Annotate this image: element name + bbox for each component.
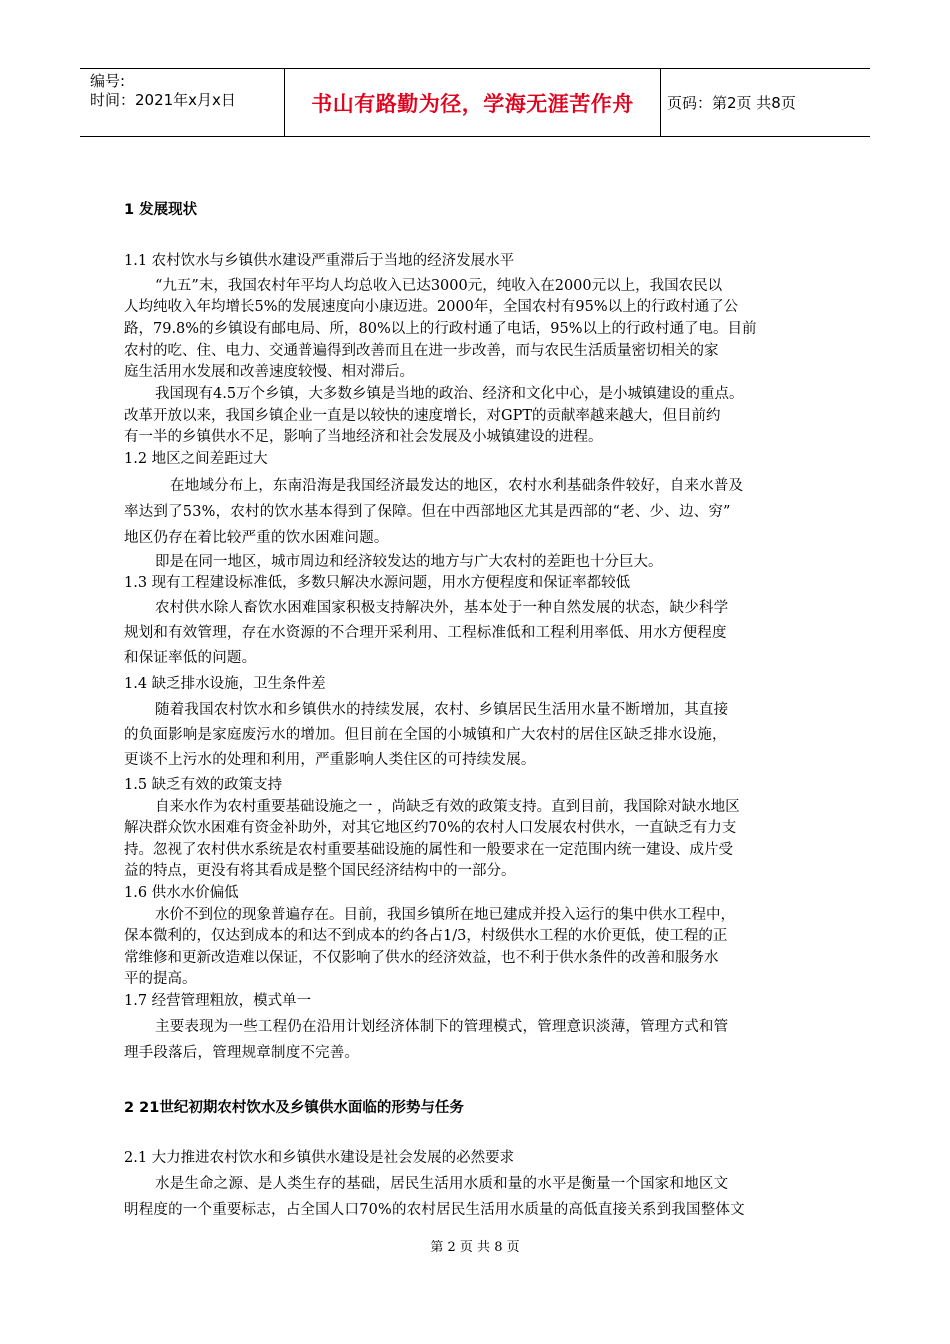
paragraph-line: 规划和有效管理，存在水资源的不合理开采利用、工程标准低和工程利用率低、用水方便程度 [124, 625, 727, 641]
subsection-heading-1-4: 1.4 缺乏排水设施，卫生条件差 [124, 676, 326, 692]
time-label: 时间：2021年x月x日 [90, 91, 236, 109]
motto: 书山有路勤为径，学海无涯苦作舟 [311, 91, 634, 116]
subsection-heading-1-2: 1.2 地区之间差距过大 [124, 451, 268, 467]
paragraph-line: 率达到了53%，农村的饮水基本得到了保障。但在中西部地区尤其是西部的“老、少、边、穷” [124, 504, 731, 520]
paragraph-line: 我国现有4.5万个乡镇，大多数乡镇是当地的政治、经济和文化中心，是小城镇建设的重点。 [155, 386, 744, 402]
paragraph-line: 即是在同一地区，城市周边和经济较发达的地方与广大农村的差距也十分巨大。 [155, 554, 663, 570]
header-motto-cell [285, 69, 661, 136]
paragraph-line: “九五”末，我国农村年平均人均总收入已达3000元，纯收入在2000元以上，我国农民以 [155, 278, 723, 294]
subsection-heading-1-3: 1.3 现有工程建设标准低，多数只解决水源问题，用水方便程度和保证率都较低 [124, 575, 631, 591]
paragraph-line: 自来水作为农村重要基础设施之一 ，尚缺乏有效的政策支持。直到目前，我国除对缺水地区 [155, 799, 740, 815]
paragraph-line: 益的特点，更没有将其看成是整个国民经济结构中的一部分。 [124, 863, 516, 879]
section-heading-2: 2 21世纪初期农村饮水及乡镇供水面临的形势与任务 [124, 1100, 464, 1116]
paragraph-line: 解决群众饮水困难有资金补助外，对其它地区约70%的农村人口发展农村供水，一直缺乏有力支 [124, 820, 737, 836]
header-page-info: 页码：第2页 共8页 [667, 94, 796, 112]
paragraph-line: 有一半的乡镇供水不足，影响了当地经济和社会发展及小城镇建设的进程。 [124, 429, 603, 445]
paragraph-line: 改革开放以来，我国乡镇企业一直是以较快的速度增长，对GPT的贡献率越来越大，但目前约 [124, 408, 721, 424]
paragraph-line: 路，79.8%的乡镇设有邮电局、所，80%以上的行政村通了电话，95%以上的行政村通了电。目前 [124, 321, 757, 337]
paragraph-line: 理手段落后，管理规章制度不完善。 [124, 1045, 360, 1061]
paragraph-line: 庭生活用水发展和改善速度较慢、相对滞后。 [124, 364, 414, 380]
paragraph-line: 主要表现为一些工程仍在沿用计划经济体制下的管理模式，管理意识淡薄，管理方式和管 [155, 1019, 729, 1035]
paragraph-line: 平的提高。 [124, 971, 197, 987]
paragraph-line: 和保证率低的问题。 [124, 650, 257, 666]
page-footer: 第 2 页 共 8 页 [430, 1240, 520, 1255]
paragraph-line: 地区仍存在着比较严重的饮水困难问题。 [124, 530, 389, 546]
paragraph-line: 常维修和更新改造难以保证，不仅影响了供水的经济效益，也不利于供水条件的改善和服务水 [124, 950, 719, 966]
header-meta [80, 69, 285, 136]
paragraph-line: 明程度的一个重要标志，占全国人口70%的农村居民生活用水质量的高低直接关系到我国整体文 [124, 1202, 745, 1218]
paragraph-line: 在地域分布上，东南沿海是我国经济最发达的地区，农村水利基础条件较好，自来水普及 [170, 478, 744, 494]
paragraph-line: 农村的吃、住、电力、交通普遍得到改善而且在进一步改善，而与农民生活质量密切相关的家 [124, 343, 719, 359]
paragraph-line: 保本微利的，仅达到成本的和达不到成本的约各占1/3，村级供水工程的水价更低，使工程的正 [124, 928, 728, 944]
number-label: 编号: [90, 72, 126, 90]
subsection-heading-2-1: 2.1 大力推进农村饮水和乡镇供水建设是社会发展的必然要求 [124, 1150, 515, 1166]
section-heading-1: 1 发展现状 [124, 202, 198, 218]
paragraph-line: 人均纯收入年均增长5%的发展速度向小康迈进。2000年，全国农村有95%以上的行政村通了公 [124, 299, 739, 315]
document-header [80, 68, 870, 137]
paragraph-line: 更谈不上污水的处理和利用，严重影响人类住区的可持续发展。 [124, 752, 536, 768]
paragraph-line: 的负面影响是家庭废污水的增加。但目前在全国的小城镇和广大农村的居住区缺乏排水设施， [124, 727, 727, 743]
paragraph-line: 持。忽视了农村供水系统是农村重要基础设施的属性和一般要求在一定范围内统一建设、成片受 [124, 842, 733, 858]
subsection-heading-1-6: 1.6 供水水价偏低 [124, 885, 239, 901]
paragraph-line: 农村供水除人畜饮水困难国家积极支持解决外，基本处于一种自然发展的状态，缺少科学 [155, 600, 729, 616]
paragraph-line: 水价不到位的现象普遍存在。目前，我国乡镇所在地已建成并投入运行的集中供水工程中， [155, 907, 735, 923]
subsection-heading-1-7: 1.7 经营管理粗放，模式单一 [124, 993, 312, 1009]
paragraph-line: 水是生命之源、是人类生存的基础，居民生活用水质和量的水平是衡量一个国家和地区文 [155, 1176, 729, 1192]
paragraph-line: 随着我国农村饮水和乡镇供水的持续发展，农村、乡镇居民生活用水量不断增加，其直接 [155, 702, 729, 718]
subsection-heading-1-5: 1.5 缺乏有效的政策支持 [124, 777, 283, 793]
subsection-heading-1-1: 1.1 农村饮水与乡镇供水建设严重滞后于当地的经济发展水平 [124, 253, 515, 269]
